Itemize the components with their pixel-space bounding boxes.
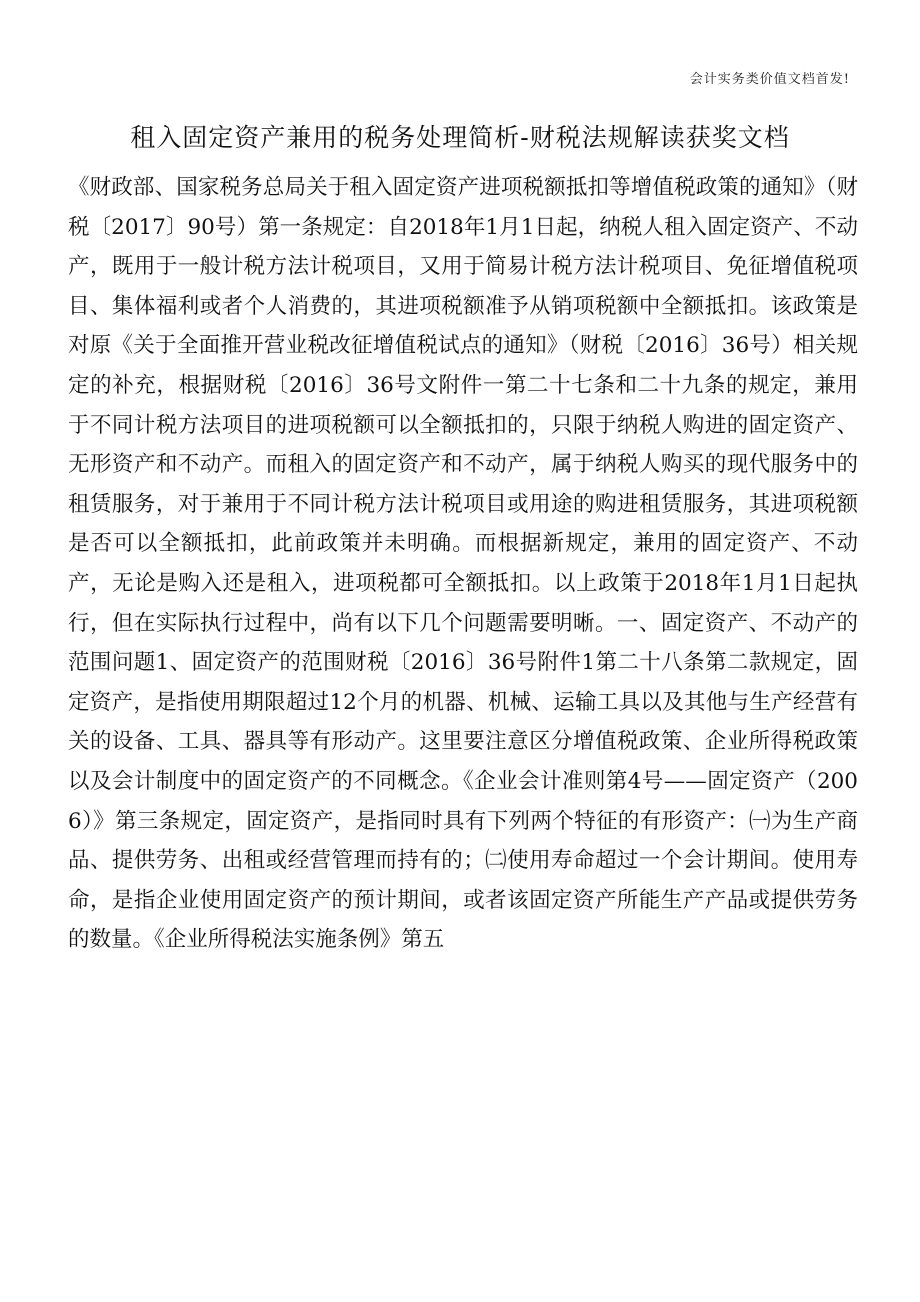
document-body: 《财政部、国家税务总局关于租入固定资产进项税额抵扣等增值税政策的通知》（财税〔2017〕90号）第一条规定：自2018年1月1日起，纳税人租入固定资产、不动产，既用于一般计税方法计税项目，又用于简易计税方法计税项目、免征增值税项目、集体福利或者个人消费的，其进项税额准予从销项税额中全额抵扣。该政策是对原《关于全面推开营业税改征增值税试点的通知》（财税〔2016〕36号）相关规定的补充，根据财税〔2016〕36号文附件一第二十七条和二十九条的规定，兼用于不同计税方法项目的进项税额可以全额抵扣的，只限于纳税人购进的固定资产、无形资产和不动产。而租入的固定资产和不动产，属于纳税人购买的现代服务中的租赁服务，对于兼用于不同计税方法计税项目或用途的购进租赁服务，其进项税额是否可以全额抵扣，此前政策并未明确。而根据新规定，兼用的固定资产、不动产，无论是购入还是租入，进项税都可全额抵扣。以上政策于2018年1月1日起执行，但在实际执行过程中，尚有以下几个问题需要明晰。一、固定资产、不动产的范围问题1、固定资产的范围财税〔2016〕36号附件1第二十八条第二款规定，固定资产，是指使用期限超过12个月的机器、机械、运输工具以及其他与生产经营有关的设备、工具、器具等有形动产。这里要注意区分增值税政策、企业所得税政策以及会计制度中的固定资产的不同概念。《企业会计准则第4号——固定资产（2006）》第三条规定，固定资产，是指同时具有下列两个特征的有形资产：㈠为生产商品、提供劳务、出租或经营管理而持有的；㈡使用寿命超过一个会计期间。使用寿命，是指企业使用固定资产的预计期间，或者该固定资产所能生产产品或提供劳务的数量。《企业所得税法实施条例》第五 [68,175,858,953]
header-note: 会计实务类价值文档首发! [689,72,850,87]
document-title: 租入固定资产兼用的税务处理简析-财税法规解读获奖文档 [130,123,790,152]
